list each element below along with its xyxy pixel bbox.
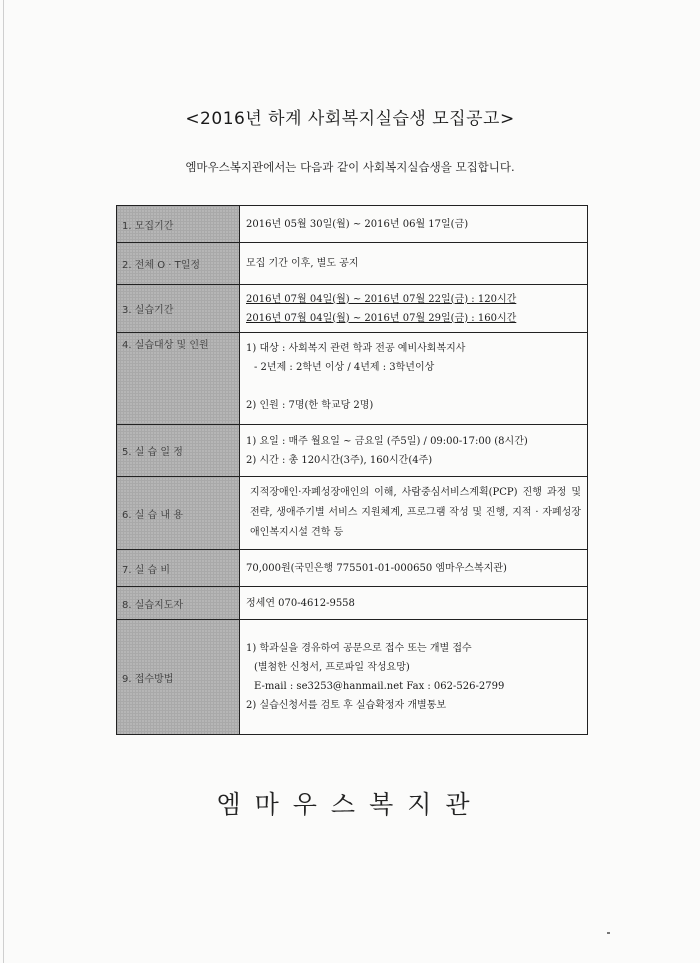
schedule-days: 1) 요일 : 매주 월요일 ~ 금요일 (주5일) / 09:00-17:00 (8시간) [246, 435, 528, 447]
page-title: <2016년 하계 사회복지실습생 모집공고> [185, 109, 515, 129]
application-line-3: 2) 실습신청서를 검토 후 실습확정자 개별통보 [246, 700, 447, 711]
table-row [117, 620, 588, 735]
table-row [117, 587, 588, 620]
row-value [240, 206, 588, 243]
target-line: 1) 대상 : 사회복지 관련 학과 전공 예비사회복지사 [246, 343, 466, 354]
spacer [246, 377, 581, 396]
row-label: 9. 접수방법 [117, 620, 240, 735]
row-label: 6. 실 습 내 용 [117, 477, 240, 550]
row-value [240, 477, 588, 550]
row-label: 7. 실 습 비 [117, 550, 240, 587]
row-label: 5. 실 습 일 정 [117, 425, 240, 477]
recruit-period: 2016년 05월 30일(월) ~ 2016년 06월 17일(금) [246, 218, 469, 230]
row-value [240, 620, 588, 735]
intro-text: 엠마우스복지관에서는 다음과 같이 사회복지실습생을 모집합니다. [185, 160, 515, 174]
table-row [117, 425, 588, 477]
table-row [117, 333, 588, 425]
scan-speck [607, 932, 610, 934]
row-label: 8. 실습지도자 [117, 587, 240, 620]
row-value [240, 285, 588, 333]
practice-period-1: 2016년 07월 04일(월) ~ 2016년 07월 22일(금) : 120시간 [246, 293, 517, 305]
practice-period-2: 2016년 07월 04일(월) ~ 2016년 07월 29일(금) : 160시간 [246, 312, 517, 324]
application-line-2: (별첨한 신청서, 프로파일 작성요망) [254, 662, 410, 673]
schedule-hours: 2) 시간 : 총 120시간(3주), 160시간(4주) [246, 454, 433, 466]
table-row [117, 550, 588, 587]
row-label: 4. 실습대상 및 인원 [117, 333, 240, 425]
row-value [240, 243, 588, 285]
table-row [117, 285, 588, 333]
row-label: 3. 실습기간 [117, 285, 240, 333]
table-row [117, 477, 588, 550]
row-value [240, 587, 588, 620]
info-table [116, 205, 588, 735]
headcount-line: 2) 인원 : 7명(한 학교당 2명) [246, 400, 374, 411]
table-row [117, 206, 588, 243]
row-value [240, 550, 588, 587]
practice-content: 지적장애인·자폐성장애인의 이해, 사람중심서비스계획(PCP) 진행 과정 및 전략, 생애주기별 서비스 지원체계, 프로그램 작성 및 진행, 지적 · 자폐성장애인복지시설 견학 등 [250, 487, 581, 538]
row-label: 1. 모집기간 [117, 206, 240, 243]
organization-name: 엠마우스복지관 [216, 790, 484, 819]
row-label: 2. 전체 O · T일정 [117, 243, 240, 285]
contact-line: E-mail : se3253@hanmail.net Fax : 062-526-2799 [254, 681, 505, 692]
supervisor-contact: 정세연 070-4612-9558 [246, 597, 355, 609]
application-line-1: 1) 학과실을 경유하여 공문으로 접수 또는 개별 접수 [246, 643, 472, 654]
target-detail-line: - 2년제 : 2학년 이상 / 4년제 : 3학년이상 [254, 362, 435, 373]
practice-fee: 70,000원(국민은행 775501-01-000650 엠마우스복지관) [246, 562, 507, 574]
row-value [240, 425, 588, 477]
table-row [117, 243, 588, 285]
ot-schedule: 모집 기간 이후, 별도 공지 [246, 258, 359, 269]
row-value [240, 333, 588, 425]
